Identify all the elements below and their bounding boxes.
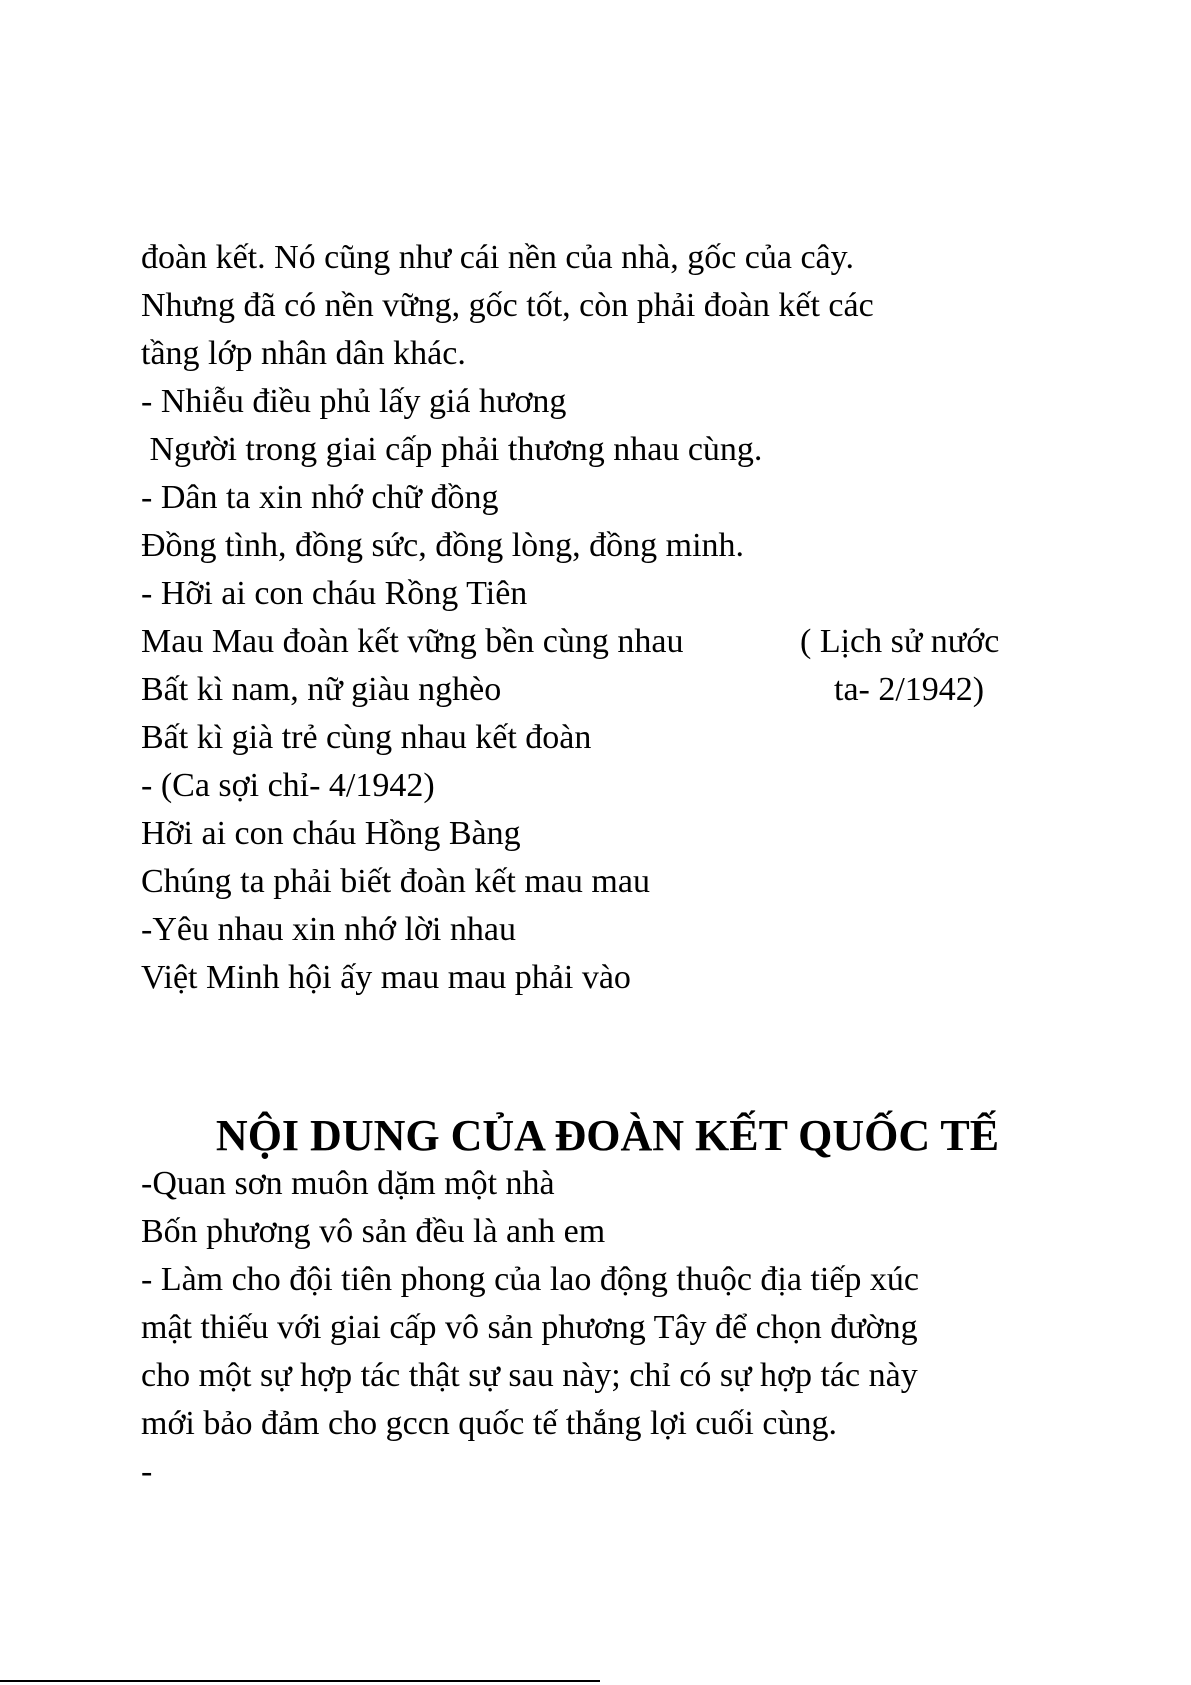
text-line: Việt Minh hội ấy mau mau phải vào	[141, 959, 631, 996]
text-line: - Dân ta xin nhớ chữ đồng	[141, 479, 499, 516]
text-line: - (Ca sợi chỉ- 4/1942)	[141, 767, 435, 804]
side-note-line-2: ta- 2/1942)	[834, 671, 985, 708]
text-line: - Nhiễu điều phủ lấy giá hương	[141, 383, 567, 420]
text-line: - Hỡi ai con cháu Rồng Tiên	[141, 575, 528, 612]
text-line: Nhưng đã có nền vững, gốc tốt, còn phải đoàn kết các	[141, 287, 874, 324]
text-line: Bất kì nam, nữ giàu nghèo	[141, 671, 502, 708]
text-line: Đồng tình, đồng sức, đồng lòng, đồng minh.	[141, 527, 745, 564]
text-line: Mau Mau đoàn kết vững bền cùng nhau	[141, 623, 684, 660]
text-line: Bất kì già trẻ cùng nhau kết đoàn	[141, 719, 592, 756]
text-line: cho một sự hợp tác thật sự sau này; chỉ có sự hợp tác này	[141, 1357, 918, 1394]
text-line: mới bảo đảm cho gccn quốc tế thắng lợi cuối cùng.	[141, 1405, 837, 1442]
text-line: - Làm cho đội tiên phong của lao động thuộc địa tiếp xúc	[141, 1261, 920, 1298]
text-line: -	[141, 1453, 153, 1490]
footer-rule	[0, 1680, 600, 1682]
text-line: Chúng ta phải biết đoàn kết mau mau	[141, 863, 650, 900]
text-line: -Quan sơn muôn dặm một nhà	[141, 1165, 555, 1202]
text-line: Hỡi ai con cháu Hồng Bàng	[141, 815, 521, 852]
section-heading: NỘI DUNG CỦA ĐOÀN KẾT QUỐC TẾ	[215, 1111, 1000, 1160]
text-line: Bốn phương vô sản đều là anh em	[141, 1213, 606, 1250]
side-note-line-1: ( Lịch sử nước	[800, 623, 1000, 660]
text-line: đoàn kết. Nó cũng như cái nền của nhà, gốc của cây.	[141, 239, 854, 276]
text-line: mật thiếu với giai cấp vô sản phương Tây để chọn đường	[141, 1309, 918, 1346]
text-line: tầng lớp nhân dân khác.	[141, 335, 466, 372]
text-line: -Yêu nhau xin nhớ lời nhau	[141, 911, 516, 948]
text-line: Người trong giai cấp phải thương nhau cùng.	[141, 431, 763, 468]
